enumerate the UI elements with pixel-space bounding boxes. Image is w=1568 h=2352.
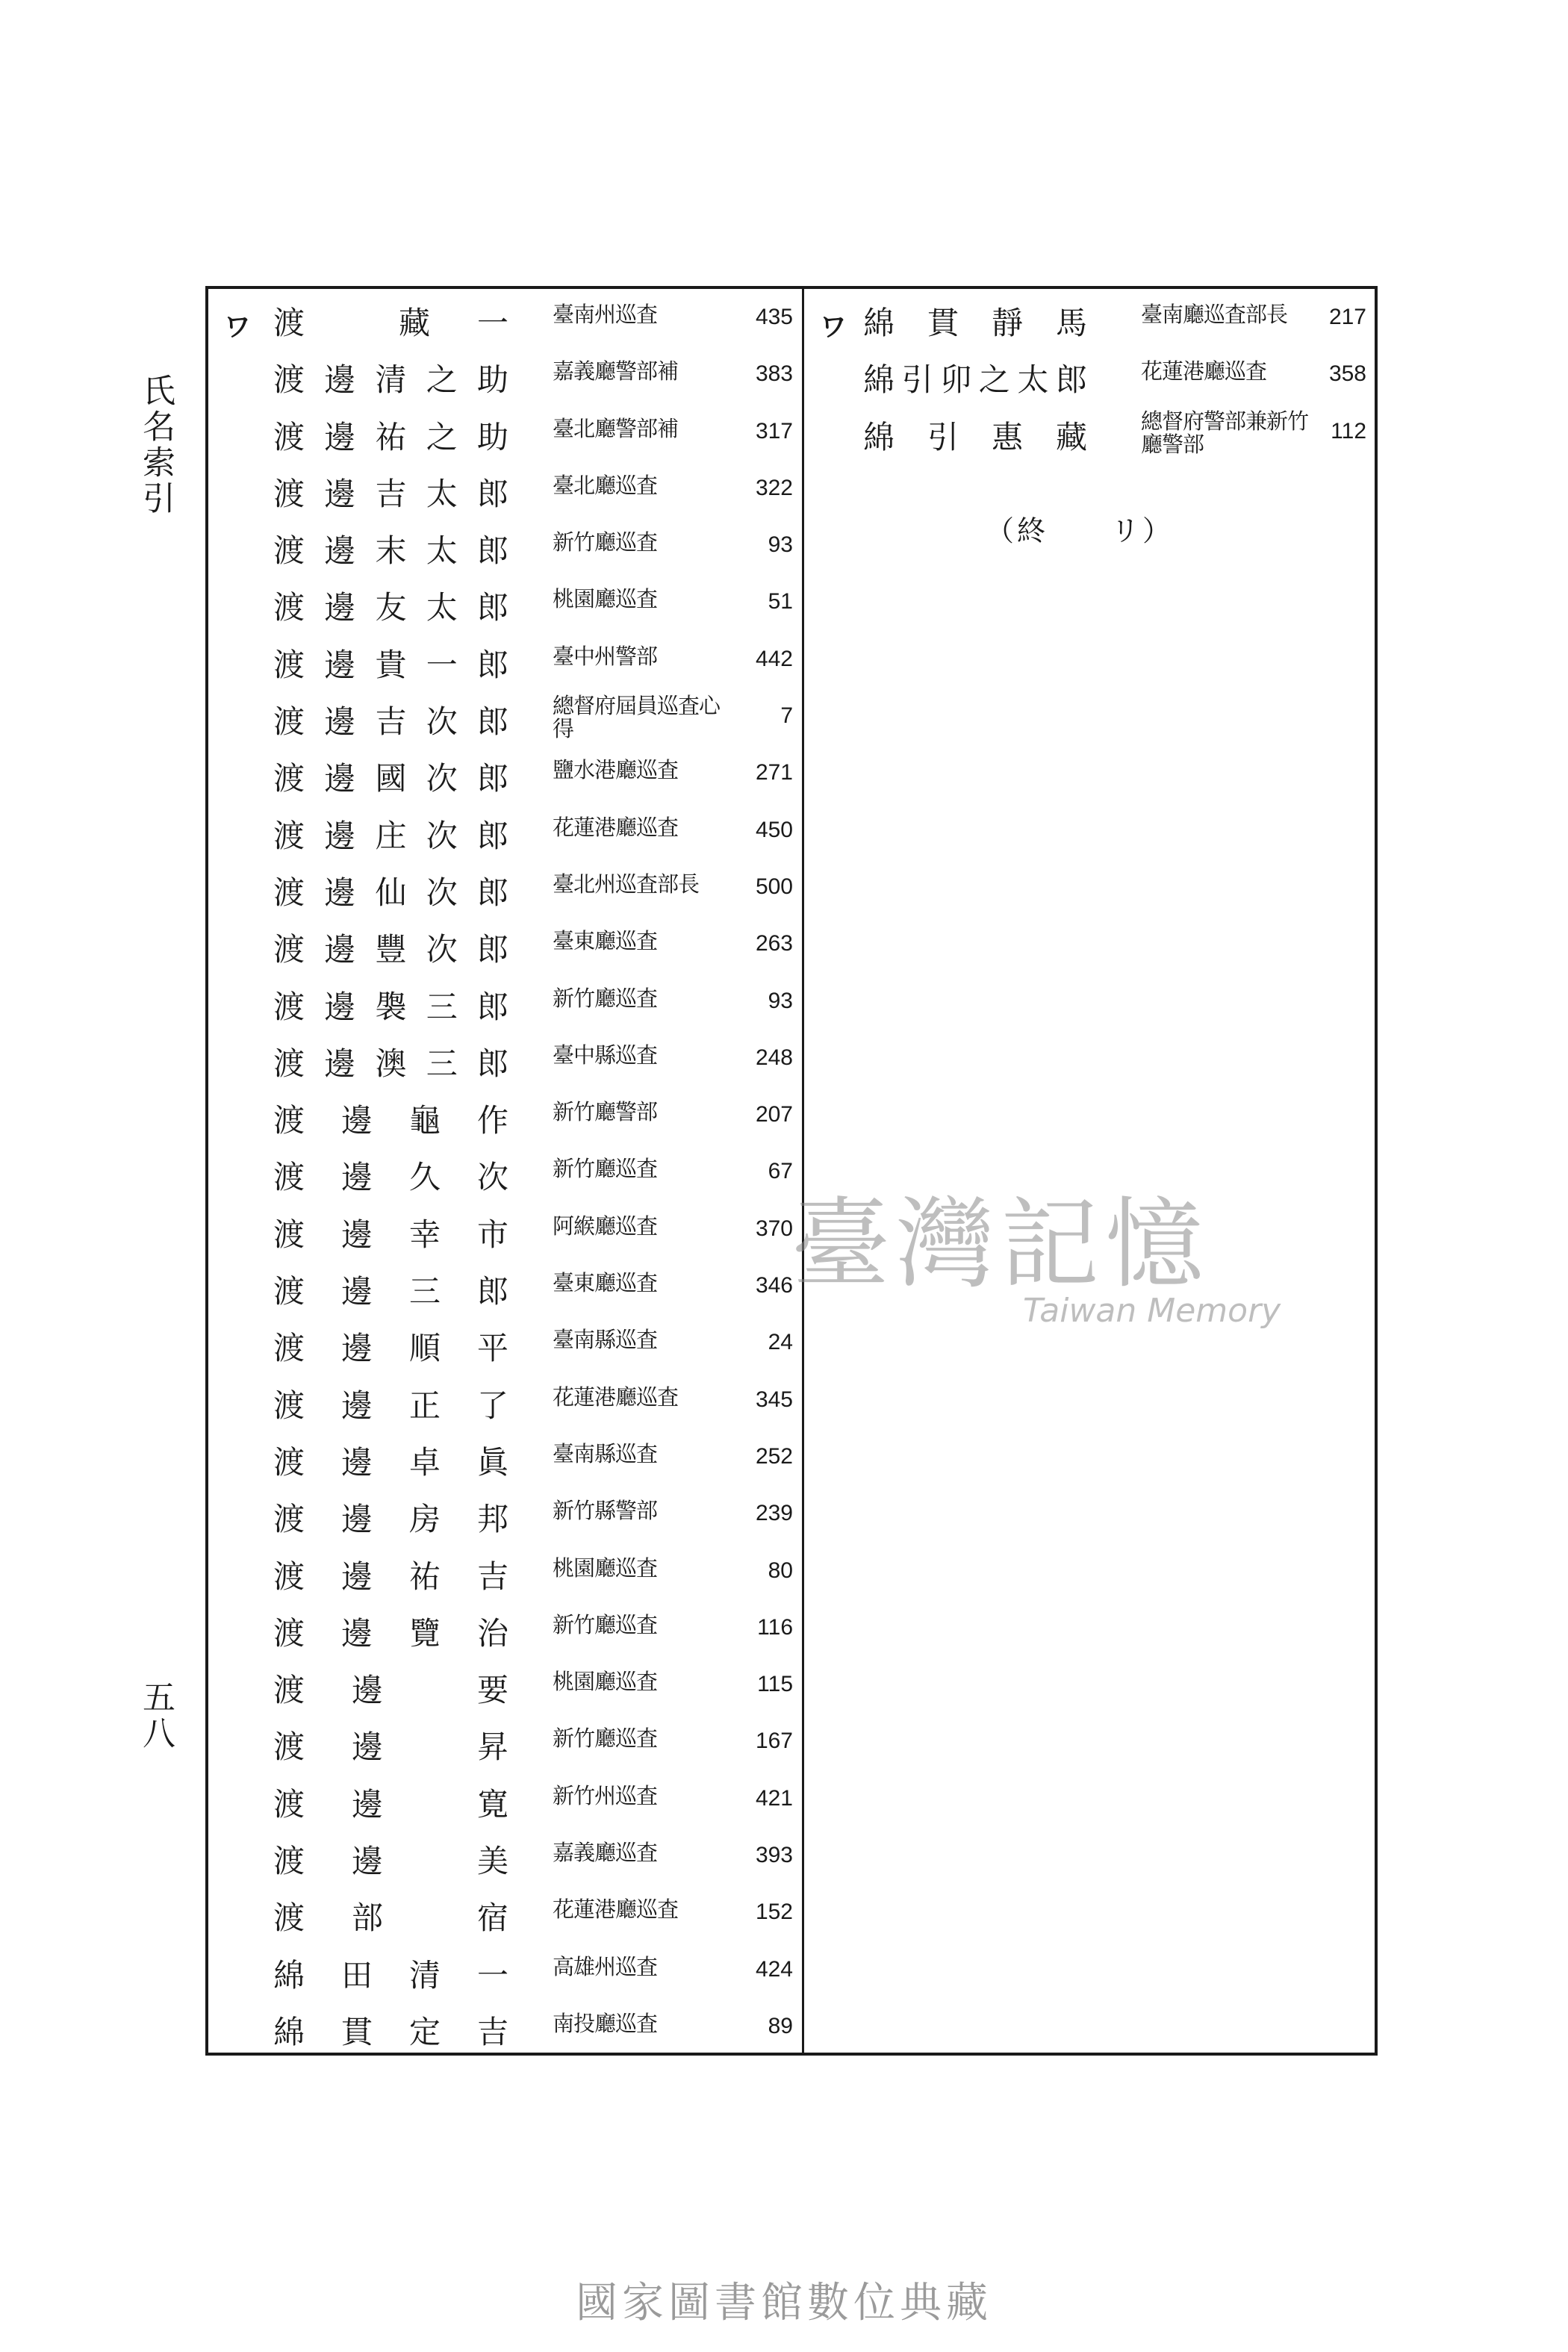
page-reference: 80 xyxy=(768,1558,793,1583)
page-reference: 424 xyxy=(755,1956,793,1982)
page-reference: 346 xyxy=(755,1273,793,1298)
given-char: 次 xyxy=(426,931,458,968)
footer-credit: 國家圖書館數位典藏 xyxy=(576,2279,992,2327)
person-name xyxy=(273,1325,508,1367)
surname-char: 渡 xyxy=(273,874,305,911)
page-reference: 263 xyxy=(755,931,793,956)
office-title: 臺東廳巡査 xyxy=(553,1270,658,1296)
surname-char: 綿 xyxy=(273,2013,305,2050)
surname-char: 渡 xyxy=(273,1843,305,1880)
side-title: 氏名索引 xyxy=(137,373,175,517)
given-char: 次 xyxy=(426,760,458,797)
index-entry xyxy=(224,1261,799,1318)
index-entry xyxy=(224,635,799,691)
person-name xyxy=(273,300,508,342)
surname-char: 渡 xyxy=(273,1102,305,1139)
page-reference: 358 xyxy=(1328,361,1366,387)
page-reference: 116 xyxy=(757,1614,793,1640)
index-entry xyxy=(224,862,799,919)
person-name xyxy=(273,471,508,513)
given-char: 澳 xyxy=(375,1045,407,1082)
given-char: 三 xyxy=(408,1273,441,1310)
given-char: 次 xyxy=(426,703,458,741)
given-char: 之 xyxy=(978,361,1010,399)
office-title: 臺東廳巡査 xyxy=(553,928,658,954)
office-title: 嘉義廳警部補 xyxy=(553,358,679,385)
page-reference: 93 xyxy=(768,988,793,1013)
office-title: 臺南縣巡査 xyxy=(553,1440,658,1466)
page-reference: 252 xyxy=(755,1443,793,1469)
person-name xyxy=(273,1667,508,1709)
index-entry xyxy=(224,1489,799,1546)
page-reference: 112 xyxy=(1331,418,1366,444)
surname-char: 綿 xyxy=(273,1956,305,1994)
surname-char: 渡 xyxy=(273,1330,305,1367)
person-name xyxy=(273,1611,508,1652)
surname-char: 渡 xyxy=(273,646,305,683)
surname-char: 邊 xyxy=(324,817,356,854)
office-title: 臺北廳警部補 xyxy=(553,415,679,441)
given-char: 正 xyxy=(408,1387,441,1424)
index-entry xyxy=(224,1318,799,1375)
surname-char: 邊 xyxy=(340,1216,373,1253)
office-title: 新竹廳巡査 xyxy=(553,1156,658,1182)
surname-char: 邊 xyxy=(352,1672,384,1709)
person-name xyxy=(273,1041,508,1083)
page-reference: 93 xyxy=(768,532,793,558)
surname-char: 渡 xyxy=(273,760,305,797)
surname-char: 渡 xyxy=(273,1558,305,1595)
person-name xyxy=(273,813,508,855)
surname-char: 渡 xyxy=(273,305,305,341)
page-reference: 51 xyxy=(768,589,793,615)
office-title: 臺中州警部 xyxy=(553,643,658,669)
page-reference: 435 xyxy=(755,305,793,329)
surname-char: 邊 xyxy=(324,475,356,512)
person-name xyxy=(273,1098,508,1139)
given-char: 末 xyxy=(375,532,407,570)
surname-char: 邊 xyxy=(352,1785,384,1823)
office-title: 鹽水港廳巡査 xyxy=(553,757,679,783)
page-reference: 322 xyxy=(755,475,793,500)
index-entry xyxy=(224,1204,799,1261)
given-char: 覽 xyxy=(408,1614,441,1652)
surname-char: 綿 xyxy=(863,361,895,399)
office-title: 臺南廳巡査部長 xyxy=(1141,302,1288,327)
office-title: 臺南縣巡査 xyxy=(553,1327,658,1353)
index-entry xyxy=(224,1774,799,1831)
page-reference: 383 xyxy=(755,361,793,387)
given-char: 吉 xyxy=(375,475,407,512)
surname-char: 綿 xyxy=(863,418,895,455)
person-name xyxy=(273,1212,508,1254)
office-title: 新竹廳巡査 xyxy=(553,529,658,556)
surname-char: 邊 xyxy=(340,1501,373,1538)
office-title: 臺北廳巡査 xyxy=(553,472,658,498)
index-entry xyxy=(224,1546,799,1603)
person-name xyxy=(273,870,508,912)
person-name xyxy=(273,1269,508,1310)
given-char: 次 xyxy=(426,817,458,854)
given-char: 郎 xyxy=(476,931,508,968)
surname-char: 邊 xyxy=(340,1330,373,1367)
office-title: 臺中縣巡査 xyxy=(553,1042,658,1068)
given-char: 庄 xyxy=(375,817,407,854)
page-reference: 67 xyxy=(768,1159,793,1184)
surname-char: 部 xyxy=(352,1900,384,1937)
given-char: 國 xyxy=(375,760,407,797)
office-title: 花蓮港廳巡査 xyxy=(1141,358,1267,385)
given-char: 太 xyxy=(426,589,458,626)
index-entry xyxy=(224,407,799,464)
person-name xyxy=(273,585,508,626)
person-name xyxy=(273,756,508,797)
office-title: 南投廳巡査 xyxy=(553,2010,658,2036)
page-reference: 450 xyxy=(755,817,793,842)
given-char: 太 xyxy=(426,475,458,512)
kana-heading: ワ xyxy=(224,312,252,343)
surname-char: 田 xyxy=(340,1956,373,1994)
given-char: 靜 xyxy=(991,305,1023,341)
office-title: 新竹廳巡査 xyxy=(553,1611,658,1637)
given-char: 房 xyxy=(408,1501,441,1538)
surname-char: 渡 xyxy=(273,988,305,1025)
index-entry xyxy=(224,2002,799,2059)
person-name xyxy=(273,1554,508,1596)
surname-char: 渡 xyxy=(273,532,305,570)
index-entry xyxy=(224,293,799,349)
index-entry xyxy=(224,1090,799,1147)
surname-char: 邊 xyxy=(340,1558,373,1595)
person-name xyxy=(273,642,508,684)
kana-heading: ワ xyxy=(820,312,847,343)
office-title: 高雄州巡査 xyxy=(553,1953,658,1979)
page-reference: 248 xyxy=(755,1045,793,1070)
watermark-english: Taiwan Memory xyxy=(1023,1292,1281,1330)
surname-char: 貫 xyxy=(340,2013,373,2050)
given-char: 清 xyxy=(375,361,407,399)
given-char: 褜 xyxy=(375,988,407,1025)
given-char: 一 xyxy=(426,646,458,683)
office-title: 桃園廳巡査 xyxy=(553,586,658,612)
given-char: 郎 xyxy=(476,1045,508,1082)
index-entry xyxy=(224,1432,799,1489)
office-title: 桃園廳巡査 xyxy=(553,1555,658,1581)
surname-char: 渡 xyxy=(273,361,305,399)
page-reference: 393 xyxy=(755,1843,793,1868)
office-title: 臺南州巡査 xyxy=(553,302,658,327)
surname-char: 邊 xyxy=(340,1614,373,1652)
given-char: 太 xyxy=(426,532,458,570)
index-entry xyxy=(224,464,799,520)
given-char: 貴 xyxy=(375,646,407,683)
surname-char: 渡 xyxy=(273,418,305,455)
page-reference: 207 xyxy=(755,1102,793,1127)
index-entry xyxy=(820,293,1372,349)
page-reference: 345 xyxy=(755,1387,793,1412)
given-char: 了 xyxy=(476,1387,508,1424)
person-name xyxy=(273,699,508,741)
person-name xyxy=(863,357,1087,399)
person-name xyxy=(863,414,1087,456)
person-name xyxy=(273,984,508,1026)
office-title: 新竹廳巡査 xyxy=(553,1726,658,1752)
page-reference: 239 xyxy=(755,1501,793,1526)
given-char: 吉 xyxy=(476,1558,508,1595)
office-title: 嘉義廳巡査 xyxy=(553,1840,658,1866)
given-char: 郎 xyxy=(476,1273,508,1310)
surname-char: 渡 xyxy=(273,1387,305,1424)
surname-char: 渡 xyxy=(273,1672,305,1709)
surname-char: 邊 xyxy=(324,931,356,968)
surname-char: 邊 xyxy=(340,1273,373,1310)
page-reference: 89 xyxy=(768,2013,793,2038)
given-char: 助 xyxy=(476,361,508,399)
index-entry xyxy=(224,748,799,805)
given-char: 馬 xyxy=(1055,305,1087,341)
index-entry xyxy=(224,349,799,406)
given-char: 卯 xyxy=(940,361,972,399)
surname-char: 邊 xyxy=(324,589,356,626)
page-reference: 115 xyxy=(757,1672,793,1697)
given-char: 祐 xyxy=(408,1558,441,1595)
index-entry xyxy=(224,1603,799,1660)
given-char: 藏 xyxy=(398,305,430,341)
surname-char: 邊 xyxy=(324,760,356,797)
given-char: 友 xyxy=(375,589,407,626)
given-char: 三 xyxy=(426,988,458,1025)
given-char: 之 xyxy=(426,361,458,399)
page-reference: 421 xyxy=(755,1785,793,1811)
surname-char: 邊 xyxy=(352,1843,384,1880)
index-entry xyxy=(820,349,1372,406)
index-entry xyxy=(224,977,799,1033)
surname-char: 渡 xyxy=(273,1273,305,1310)
page-reference: 7 xyxy=(780,703,793,729)
surname-char: 邊 xyxy=(324,532,356,570)
given-char: 郎 xyxy=(476,760,508,797)
page-reference: 152 xyxy=(755,1900,793,1925)
index-entry xyxy=(224,919,799,976)
surname-char: 邊 xyxy=(340,1387,373,1424)
office-title: 總督府屆員巡査心得 xyxy=(553,693,721,742)
given-char: 昇 xyxy=(476,1729,508,1766)
index-entry xyxy=(224,1660,799,1717)
given-char: 豐 xyxy=(375,931,407,968)
surname-char: 渡 xyxy=(273,589,305,626)
office-title: 阿緱廳巡査 xyxy=(553,1213,658,1239)
office-title: 新竹廳巡査 xyxy=(553,985,658,1011)
given-char: 平 xyxy=(476,1330,508,1367)
given-char: 龜 xyxy=(408,1102,441,1139)
index-entry xyxy=(224,806,799,862)
surname-char: 渡 xyxy=(273,1216,305,1253)
watermark-chinese: 臺灣記憶 xyxy=(791,1187,1210,1302)
given-char: 順 xyxy=(408,1330,441,1367)
given-char: 助 xyxy=(476,418,508,455)
person-name xyxy=(273,1154,508,1196)
surname-char: 渡 xyxy=(273,475,305,512)
surname-char: 邊 xyxy=(324,874,356,911)
given-char: 一 xyxy=(476,305,508,341)
person-name xyxy=(273,357,508,399)
given-char: 一 xyxy=(476,1956,508,1994)
given-char: 次 xyxy=(426,874,458,911)
person-name xyxy=(863,300,1087,342)
surname-char: 渡 xyxy=(273,1900,305,1937)
given-char: 清 xyxy=(408,1956,441,1994)
surname-char: 邊 xyxy=(340,1443,373,1481)
office-title: 桃園廳巡査 xyxy=(553,1669,658,1695)
given-char: 美 xyxy=(476,1843,508,1880)
surname-char: 邊 xyxy=(324,1045,356,1082)
person-name xyxy=(273,1724,508,1766)
given-char: 郎 xyxy=(1055,361,1087,399)
office-title: 新竹州巡査 xyxy=(553,1782,658,1808)
office-title: 新竹縣警部 xyxy=(553,1498,658,1524)
index-entry xyxy=(224,1945,799,2002)
surname-char: 渡 xyxy=(273,1443,305,1481)
side-page-number: 五八 xyxy=(137,1680,175,1752)
page-reference: 24 xyxy=(768,1330,793,1355)
office-title: 花蓮港廳巡査 xyxy=(553,814,679,840)
surname-char: 渡 xyxy=(273,817,305,854)
given-char: 三 xyxy=(426,1045,458,1082)
given-char: 郎 xyxy=(476,475,508,512)
index-entry xyxy=(224,1375,799,1432)
surname-char: 邊 xyxy=(324,418,356,455)
given-char: 郎 xyxy=(476,646,508,683)
given-char: 藏 xyxy=(1055,418,1087,455)
surname-char: 引 xyxy=(901,361,933,399)
index-entry xyxy=(224,1717,799,1773)
end-note: （終 リ） xyxy=(986,514,1175,547)
surname-char: 渡 xyxy=(273,703,305,741)
given-char: 郎 xyxy=(476,532,508,570)
given-char: 吉 xyxy=(476,2013,508,2050)
person-name xyxy=(273,1440,508,1481)
surname-char: 綿 xyxy=(863,305,895,341)
office-title: 新竹廳警部 xyxy=(553,1099,658,1125)
person-name xyxy=(273,414,508,456)
index-entry xyxy=(224,520,799,577)
surname-char: 邊 xyxy=(324,703,356,741)
surname-char: 渡 xyxy=(273,1785,305,1823)
given-char: 祐 xyxy=(375,418,407,455)
index-entry xyxy=(224,1033,799,1090)
index-entry xyxy=(224,1888,799,1944)
given-char: 郎 xyxy=(476,988,508,1025)
surname-char: 邊 xyxy=(352,1729,384,1766)
page-reference: 217 xyxy=(1328,305,1366,329)
page-reference: 317 xyxy=(755,418,793,444)
index-entry xyxy=(224,1147,799,1204)
surname-char: 引 xyxy=(927,418,959,455)
person-name xyxy=(273,1782,508,1823)
watermark xyxy=(791,1165,1284,1344)
surname-char: 貫 xyxy=(927,305,959,341)
given-char: 卓 xyxy=(408,1443,441,1481)
given-char: 郎 xyxy=(476,817,508,854)
surname-char: 邊 xyxy=(324,646,356,683)
index-entry xyxy=(224,577,799,634)
surname-char: 渡 xyxy=(273,1614,305,1652)
page-reference: 442 xyxy=(755,646,793,671)
person-name xyxy=(273,1895,508,1937)
given-char: 惠 xyxy=(991,418,1023,455)
given-char: 邦 xyxy=(476,1501,508,1538)
person-name xyxy=(273,528,508,570)
person-name xyxy=(273,1953,508,1994)
given-char: 市 xyxy=(476,1216,508,1253)
given-char: 郎 xyxy=(476,703,508,741)
office-title: 花蓮港廳巡査 xyxy=(553,1384,679,1410)
given-char: 郎 xyxy=(476,874,508,911)
person-name xyxy=(273,927,508,968)
given-char: 定 xyxy=(408,2013,441,2050)
surname-char: 渡 xyxy=(273,1501,305,1538)
given-char: 眞 xyxy=(476,1443,508,1481)
page-reference: 271 xyxy=(755,760,793,785)
given-char: 次 xyxy=(476,1159,508,1196)
page-reference: 167 xyxy=(755,1729,793,1754)
surname-char: 邊 xyxy=(324,988,356,1025)
given-char: 郎 xyxy=(476,589,508,626)
given-char: 幸 xyxy=(408,1216,441,1253)
given-char: 仙 xyxy=(375,874,407,911)
surname-char: 邊 xyxy=(340,1159,373,1196)
person-name xyxy=(273,2009,508,2051)
surname-char: 渡 xyxy=(273,1729,305,1766)
surname-char: 渡 xyxy=(273,931,305,968)
given-char: 久 xyxy=(408,1159,441,1196)
person-name xyxy=(273,1383,508,1425)
surname-char: 渡 xyxy=(273,1159,305,1196)
person-name xyxy=(273,1496,508,1538)
given-char: 要 xyxy=(476,1672,508,1709)
office-title: 總督府警部兼新竹廳警部 xyxy=(1141,408,1309,457)
person-name xyxy=(273,1838,508,1880)
given-char: 治 xyxy=(476,1614,508,1652)
surname-char: 渡 xyxy=(273,1045,305,1082)
office-title: 臺北州巡査部長 xyxy=(553,871,700,897)
index-entry xyxy=(820,407,1372,464)
given-char: 吉 xyxy=(375,703,407,741)
page-reference: 500 xyxy=(755,874,793,899)
right-column xyxy=(820,293,1372,464)
surname-char: 邊 xyxy=(324,361,356,399)
given-char: 作 xyxy=(476,1102,508,1139)
left-column xyxy=(224,293,799,2059)
index-entry xyxy=(224,691,799,748)
given-char: 寛 xyxy=(476,1785,508,1823)
given-char: 太 xyxy=(1017,361,1049,399)
surname-char: 邊 xyxy=(340,1102,373,1139)
office-title: 花蓮港廳巡査 xyxy=(553,1897,679,1923)
page-reference: 370 xyxy=(755,1216,793,1241)
given-char: 宿 xyxy=(476,1900,508,1937)
index-entry xyxy=(224,1831,799,1888)
given-char: 之 xyxy=(426,418,458,455)
